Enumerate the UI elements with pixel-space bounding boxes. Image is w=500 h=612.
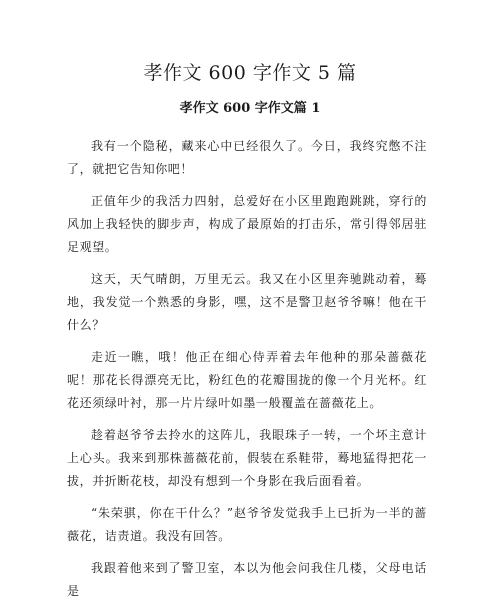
paragraph: 我跟着他来到了警卫室，本以为他会问我住几楼，父母电话是 <box>67 561 427 598</box>
paragraph: 趁着赵爷爷去拎水的这阵儿，我眼珠子一转，一个坏主意计上心头。我来到那株蔷薇花前，假装在系鞋带，蓦地猛得把花一拔，并折断花枝，却没有想到一个身影在我后面看着。 <box>67 428 427 488</box>
document-subtitle: 孝作文 600 字作文篇 1 <box>179 101 321 116</box>
document-body <box>67 135 427 612</box>
paragraph: 走近一瞧，哦！他正在细心侍弄着去年他种的那朵蔷薇花呢！那花长得漂亮无比，粉红色的花瓣围拢的像一个月光杯。红花还须绿叶衬，那一片片绿叶如墨一般覆盖在蔷薇花上。 <box>67 350 427 410</box>
paragraph: 这天，天气晴朗，万里无云。我又在小区里奔驰跳动着，蓦地，我发觉一个熟悉的身影，嘿，这不是警卫赵爷爷嘛！他在干什么？ <box>67 272 427 332</box>
paragraph: 我有一个隐秘，藏来心中已经很久了。今日，我终究憋不注了，就把它告知你吧！ <box>67 139 427 176</box>
paragraph: “朱荣骐，你在干什么？”赵爷爷发觉我手上已折为一半的蔷薇花，诘责道。我没有回答。 <box>67 506 427 543</box>
paragraph: 正值年少的我活力四射，总爱好在小区里跑跑跳跳，穿行的风加上我轻快的脚步声，构成了最原始的打击乐，常引得邻居驻足观望。 <box>67 194 427 254</box>
document-title: 孝作文 600 字作文 5 篇 <box>143 62 357 84</box>
